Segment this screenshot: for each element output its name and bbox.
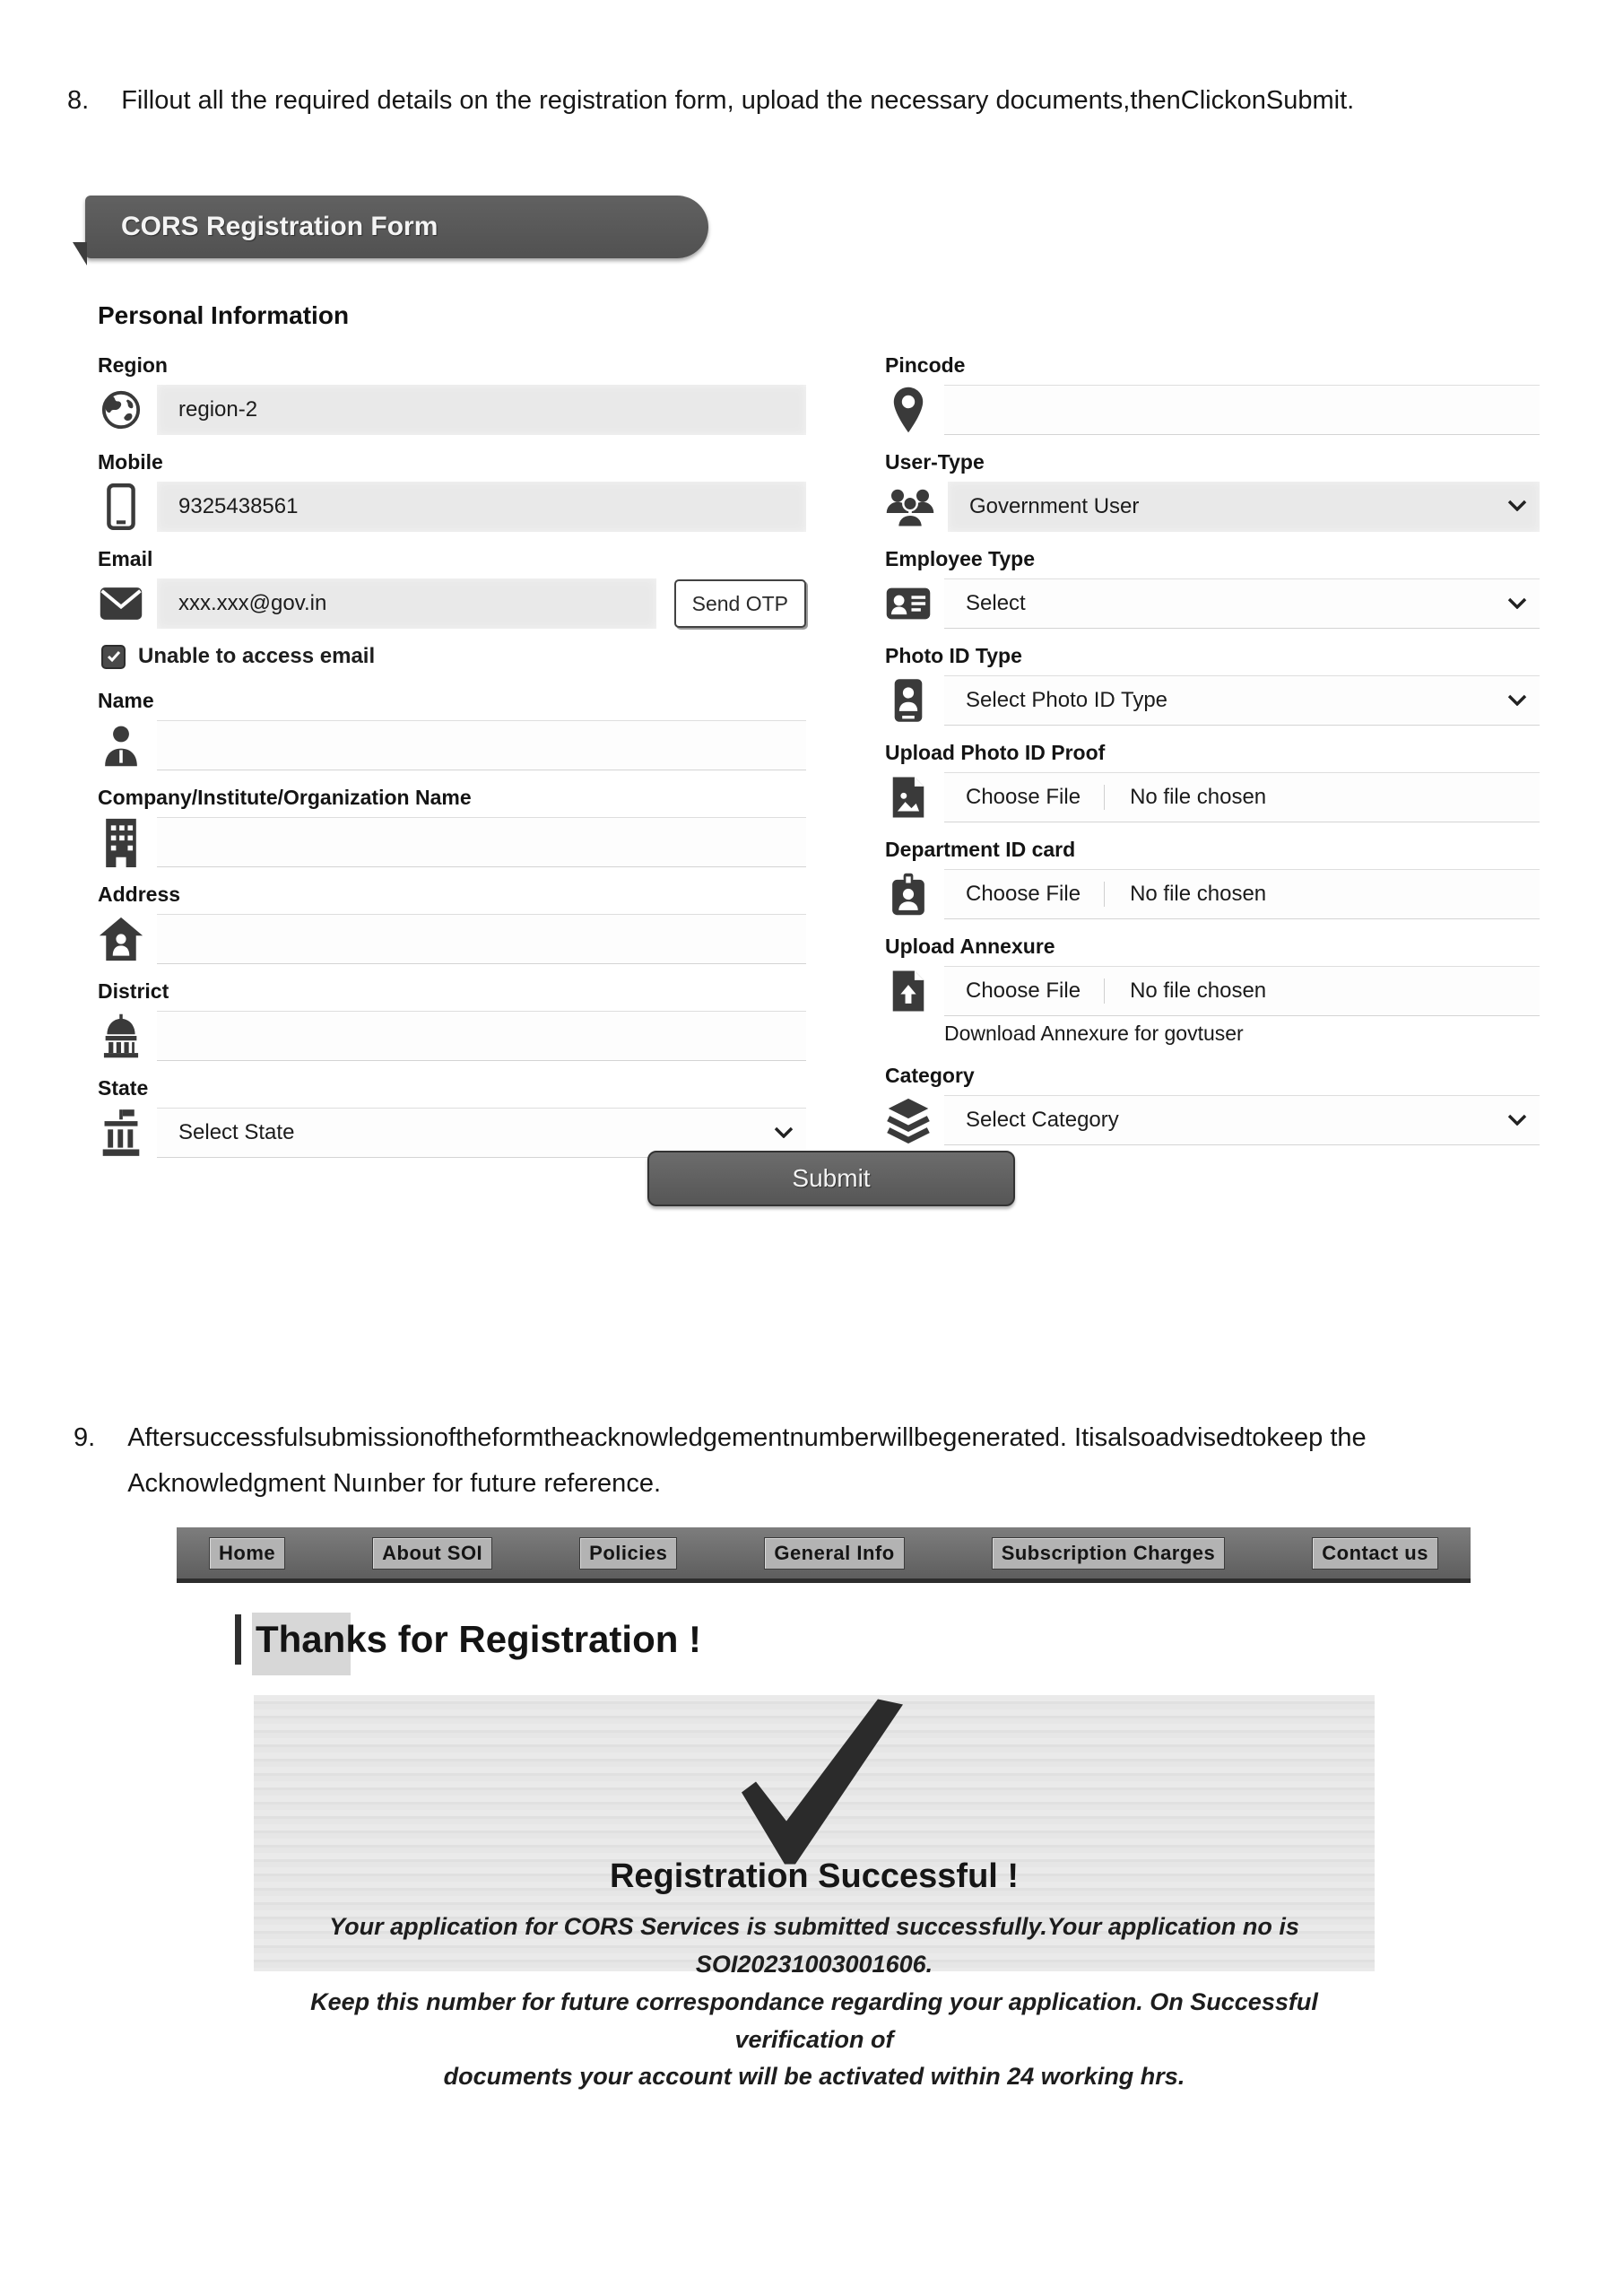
nav-home[interactable]: Home xyxy=(209,1537,285,1570)
choose-file-button[interactable]: Choose File xyxy=(966,978,1105,1004)
unable-email-label: Unable to access email xyxy=(138,644,376,668)
thanks-heading: Thanks for Registration ! xyxy=(256,1618,702,1660)
file-upload-icon xyxy=(885,969,932,1013)
field-pincode xyxy=(885,353,1540,435)
send-otp-button[interactable]: Send OTP xyxy=(674,579,806,628)
success-message-line1: Your application for CORS Services is submitted successfully.Your application no is SOI20231003001606. xyxy=(329,1913,1299,1978)
person-icon xyxy=(98,723,144,768)
mobile-input[interactable] xyxy=(157,482,806,532)
department-id-label: Department ID card xyxy=(885,838,1076,861)
id-card-icon xyxy=(885,586,932,622)
choose-file-button[interactable]: Choose File xyxy=(966,785,1105,810)
step-9 xyxy=(74,1415,1488,1507)
company-label: Company/Institute/Organization Name xyxy=(98,786,472,809)
nav-policies[interactable]: Policies xyxy=(579,1537,677,1570)
usertype-select-value: Government User xyxy=(969,494,1140,518)
no-file-chosen-text: No file chosen xyxy=(1130,785,1267,809)
name-input[interactable] xyxy=(157,720,806,770)
field-region xyxy=(98,353,806,435)
success-checkmark-icon xyxy=(702,1697,926,1881)
email-input[interactable] xyxy=(157,578,656,629)
cors-form-screenshot xyxy=(85,196,1542,1173)
nav-general-info[interactable]: General Info xyxy=(764,1537,904,1570)
photo-id-type-select[interactable] xyxy=(944,675,1540,726)
department-badge-icon xyxy=(885,872,932,917)
region-input[interactable] xyxy=(157,385,806,435)
company-input[interactable] xyxy=(157,817,806,867)
district-input[interactable] xyxy=(157,1011,806,1061)
step-9-number: 9. xyxy=(74,1423,96,1452)
choose-file-button[interactable]: Choose File xyxy=(966,882,1105,907)
field-state xyxy=(98,1076,806,1158)
capitol-dome-icon xyxy=(98,1013,144,1059)
download-annexure-link[interactable]: Download Annexure for govtuser xyxy=(944,1022,1244,1045)
chevron-down-icon xyxy=(1507,1114,1527,1126)
category-select[interactable] xyxy=(944,1095,1540,1145)
step-8-text: Fillout all the required details on the registration form, upload the necessary documents,thenClickonSubmit. xyxy=(121,86,1355,115)
home-icon xyxy=(98,916,144,962)
field-mobile xyxy=(98,450,806,532)
soi-navbar xyxy=(177,1527,1471,1583)
globe-icon xyxy=(98,389,144,430)
mobile-phone-icon xyxy=(98,483,144,530)
email-envelope-icon xyxy=(98,586,144,622)
region-value: region-2 xyxy=(178,397,258,422)
field-employee-type xyxy=(885,547,1540,629)
map-pin-icon xyxy=(885,386,932,434)
success-message xyxy=(254,1909,1375,2096)
chevron-down-icon xyxy=(1507,500,1527,511)
field-email xyxy=(98,547,806,629)
usertype-label: User-Type xyxy=(885,450,985,474)
state-select-value: Select State xyxy=(178,1120,295,1144)
thanks-heading-row xyxy=(235,1614,701,1665)
chevron-down-icon xyxy=(1507,694,1527,706)
photo-badge-icon xyxy=(885,677,932,724)
field-name xyxy=(98,689,806,770)
employee-type-label: Employee Type xyxy=(885,547,1036,570)
usertype-select[interactable] xyxy=(948,482,1540,532)
pincode-input[interactable] xyxy=(944,385,1540,435)
submit-button[interactable]: Submit xyxy=(647,1151,1015,1206)
no-file-chosen-text: No file chosen xyxy=(1130,882,1267,906)
email-access-checkbox-row xyxy=(101,644,806,669)
photo-id-type-label: Photo ID Type xyxy=(885,644,1022,667)
field-address xyxy=(98,883,806,964)
employee-type-select[interactable] xyxy=(944,578,1540,629)
state-label: State xyxy=(98,1076,149,1100)
address-label: Address xyxy=(98,883,181,906)
region-label: Region xyxy=(98,353,168,377)
chevron-down-icon xyxy=(1507,597,1527,609)
mobile-label: Mobile xyxy=(98,450,163,474)
step-9-line2: Acknowledgment Nuınber for future reference. xyxy=(127,1468,661,1498)
mobile-value: 9325438561 xyxy=(178,494,299,518)
success-message-line3: documents your account will be activated within 24 working hrs. xyxy=(443,2063,1185,2091)
field-usertype xyxy=(885,450,1540,532)
state-building-flag-icon xyxy=(98,1108,144,1158)
section-title: Personal Information xyxy=(98,301,350,329)
field-photo-id-type xyxy=(885,644,1540,726)
category-label: Category xyxy=(885,1064,975,1087)
success-message-line2: Keep this number for future correspondance regarding your application. On Successful verification of xyxy=(310,1987,1318,2053)
success-title: Registration Successful ! xyxy=(609,1857,1020,1895)
form-banner xyxy=(85,196,708,258)
users-group-icon xyxy=(885,484,935,529)
employee-type-value: Select xyxy=(966,591,1026,615)
field-category xyxy=(885,1064,1540,1145)
registration-success-panel xyxy=(254,1695,1375,2091)
upload-annexure-label: Upload Annexure xyxy=(885,935,1055,958)
nav-about-soi[interactable]: About SOI xyxy=(372,1537,492,1570)
upload-photo-id-label: Upload Photo ID Proof xyxy=(885,741,1106,764)
category-select-value: Select Category xyxy=(966,1108,1119,1132)
form-banner-title: CORS Registration Form xyxy=(121,212,438,241)
nav-subscription-charges[interactable]: Subscription Charges xyxy=(992,1537,1226,1570)
step-8-number: 8. xyxy=(67,86,90,115)
image-file-icon xyxy=(885,775,932,820)
field-upload-photo-id xyxy=(885,741,1540,822)
heading-accent-bar xyxy=(235,1614,241,1665)
upload-photo-id-file[interactable] xyxy=(944,772,1540,822)
address-input[interactable] xyxy=(157,914,806,964)
name-label: Name xyxy=(98,689,154,712)
layers-icon xyxy=(885,1097,932,1144)
field-upload-annexure xyxy=(885,935,1540,1016)
email-value: xxx.xxx@gov.in xyxy=(178,591,327,615)
building-icon xyxy=(98,817,144,867)
field-company xyxy=(98,786,806,867)
step-8 xyxy=(67,86,1488,116)
email-label: Email xyxy=(98,547,153,570)
pincode-label: Pincode xyxy=(885,353,966,377)
unable-email-checkbox[interactable] xyxy=(101,645,126,669)
step-9-line1: Aftersuccessfulsubmissionoftheformtheacknowledgementnumberwillbegenerated. Itisalsoadvisedtokeep the xyxy=(127,1423,1367,1452)
photo-id-type-value: Select Photo ID Type xyxy=(966,688,1168,712)
no-file-chosen-text: No file chosen xyxy=(1130,978,1267,1003)
upload-annexure-file[interactable] xyxy=(944,966,1540,1016)
district-label: District xyxy=(98,979,169,1003)
field-district xyxy=(98,979,806,1061)
chevron-down-icon xyxy=(774,1126,794,1138)
field-department-id xyxy=(885,838,1540,919)
nav-contact-us[interactable]: Contact us xyxy=(1312,1537,1438,1570)
department-id-file[interactable] xyxy=(944,869,1540,919)
